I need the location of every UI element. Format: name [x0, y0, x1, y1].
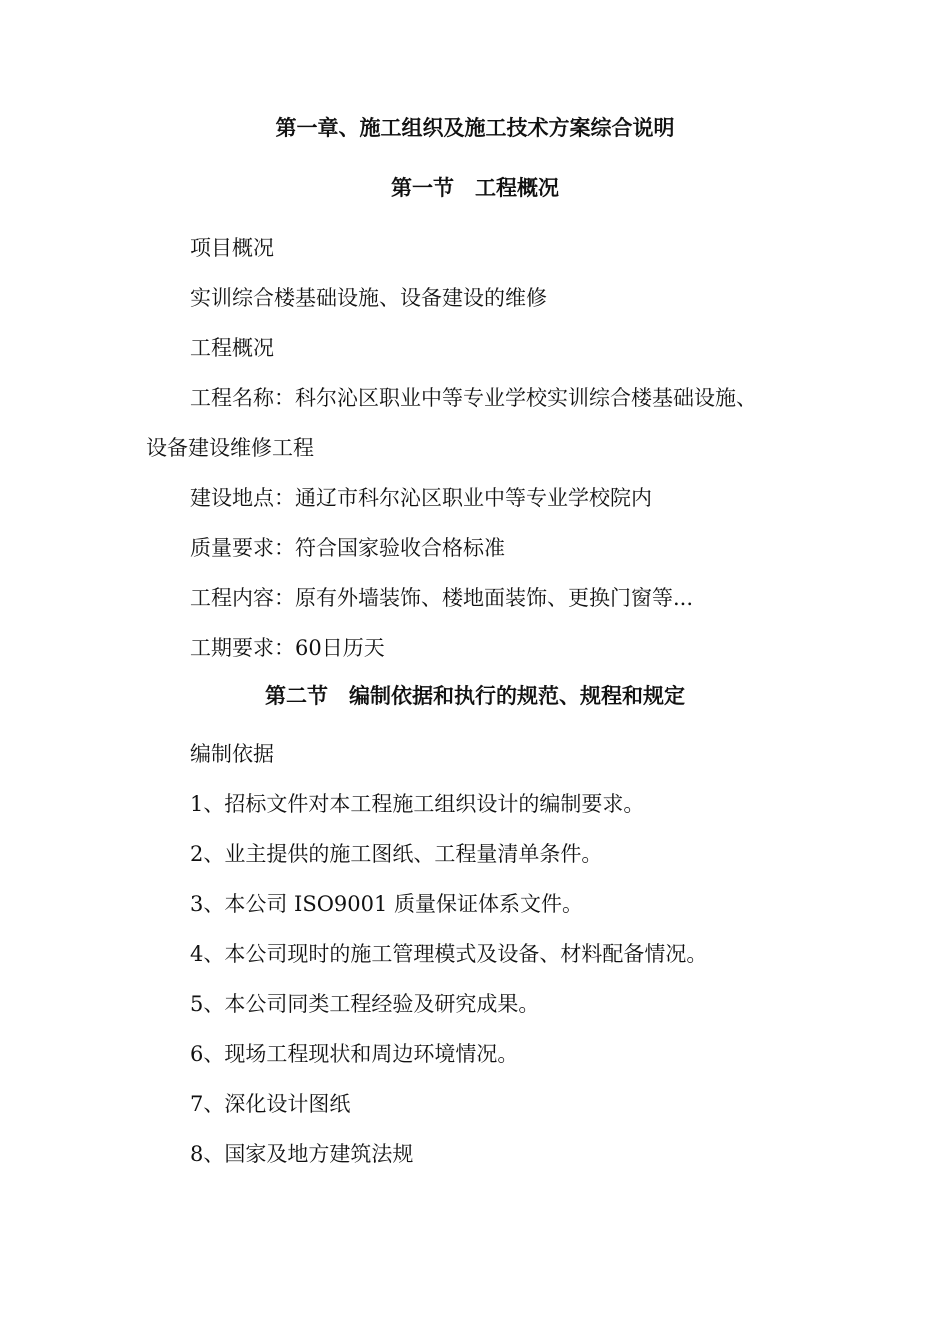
project-name-line-1: 工程名称：科尔沁区职业中等专业学校实训综合楼基础设施、	[190, 386, 757, 410]
quality-requirement: 质量要求：符合国家验收合格标准	[190, 536, 505, 560]
construction-location: 建设地点：通辽市科尔沁区职业中等专业学校院内	[190, 486, 652, 510]
engineering-overview-label: 工程概况	[190, 336, 274, 360]
list-item: 5、本公司同类工程经验及研究成果。	[190, 992, 540, 1016]
list-item: 2、业主提供的施工图纸、工程量清单条件。	[190, 842, 603, 866]
list-item: 6、现场工程现状和周边环境情况。	[190, 1042, 519, 1066]
duration-requirement: 工期要求：60日历天	[190, 636, 385, 660]
project-overview-label: 项目概况	[190, 236, 274, 260]
list-item: 1、招标文件对本工程施工组织设计的编制要求。	[190, 792, 645, 816]
list-item: 4、本公司现时的施工管理模式及设备、材料配备情况。	[190, 942, 708, 966]
chapter-title: 第一章、施工组织及施工技术方案综合说明	[275, 116, 675, 140]
list-item: 7、深化设计图纸	[190, 1092, 351, 1116]
section-1-title: 第一节 工程概况	[391, 176, 559, 200]
project-overview-text: 实训综合楼基础设施、设备建设的维修	[190, 286, 547, 310]
section-2-title: 第二节 编制依据和执行的规范、规程和规定	[265, 684, 685, 708]
list-item: 8、国家及地方建筑法规	[190, 1142, 414, 1166]
project-name-line-2: 设备建设维修工程	[146, 436, 314, 460]
list-item: 3、本公司 ISO9001 质量保证体系文件。	[190, 892, 584, 916]
work-content: 工程内容：原有外墙装饰、楼地面装饰、更换门窗等...	[190, 586, 694, 610]
basis-label: 编制依据	[190, 742, 274, 766]
